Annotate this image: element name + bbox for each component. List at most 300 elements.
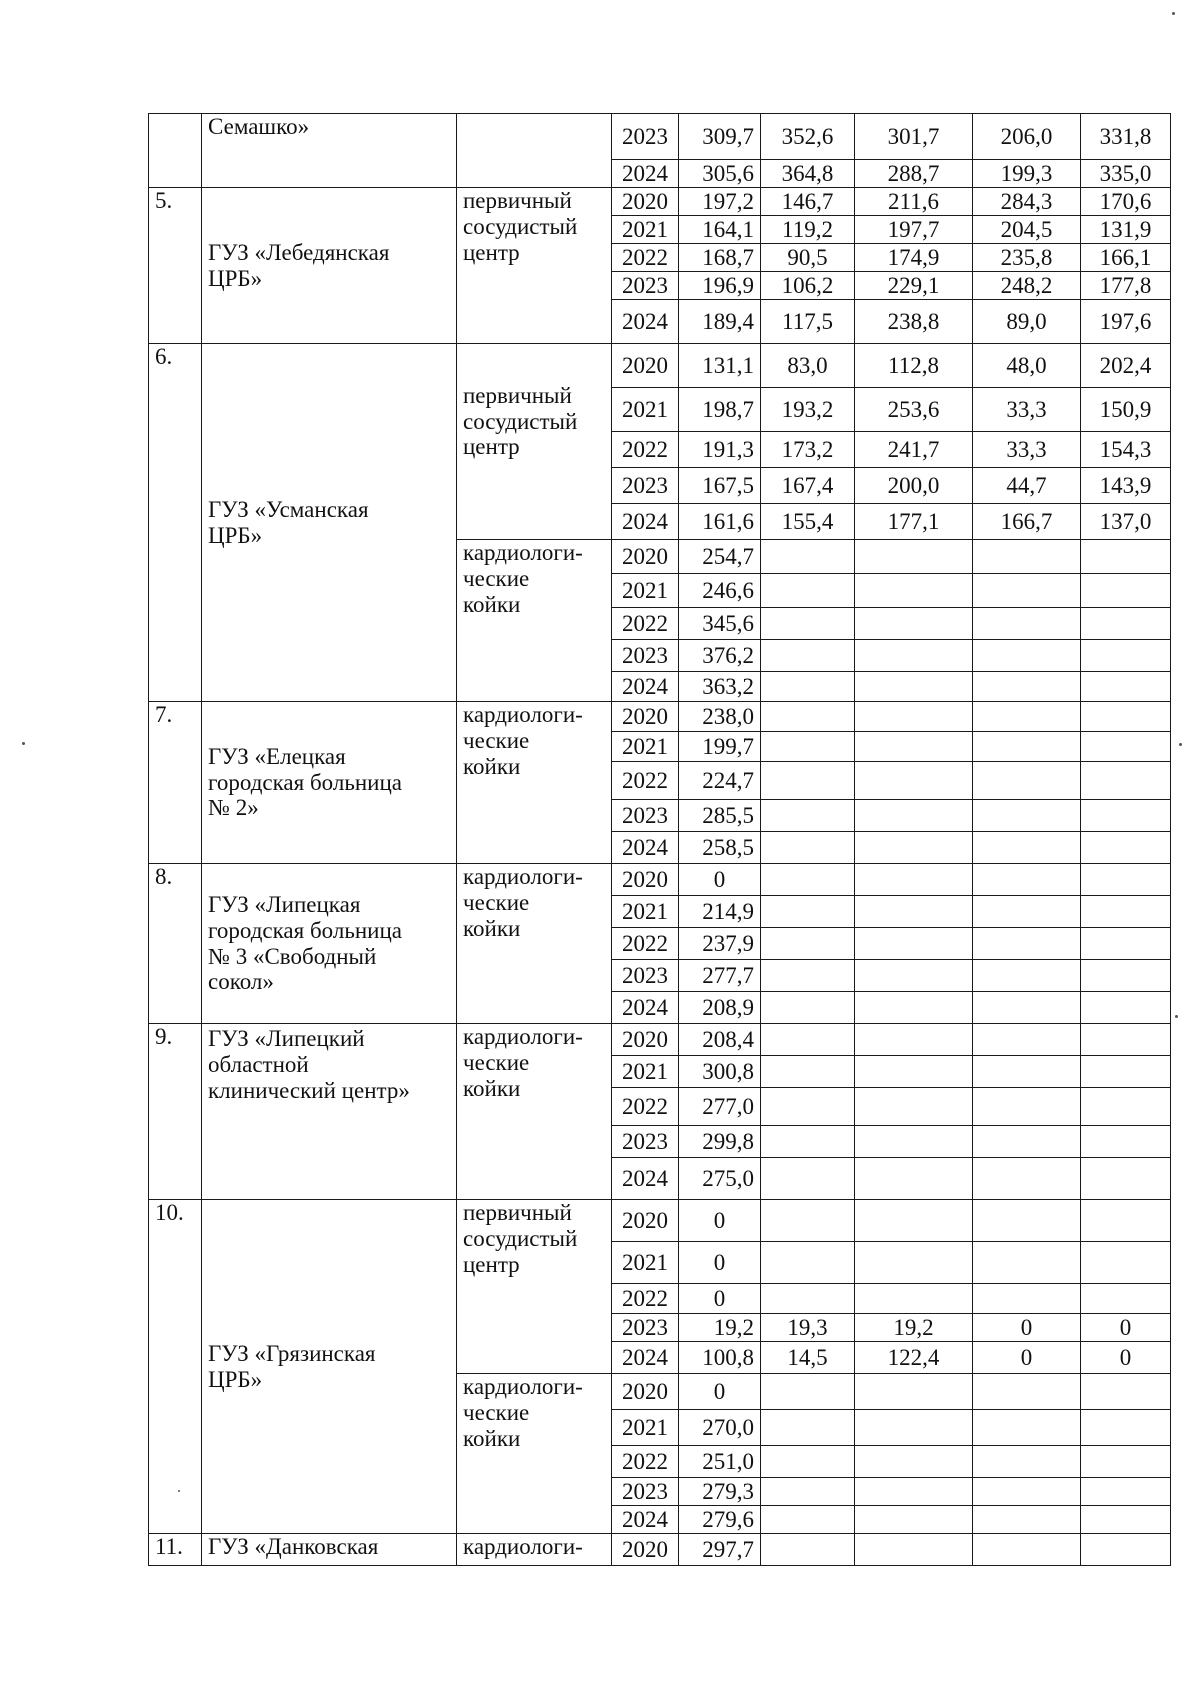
profile-line: койки (463, 915, 521, 941)
organization-line: клинический центр» (208, 1077, 410, 1103)
profile-cell (457, 188, 612, 344)
empty-cell (761, 1088, 855, 1126)
value-cell: 90,5 (761, 244, 855, 272)
empty-cell (761, 1158, 855, 1200)
year-cell: 2021 (612, 1056, 679, 1088)
empty-cell (761, 732, 855, 762)
value-cell: 166,1 (1081, 244, 1171, 272)
year-cell: 2020 (612, 1024, 679, 1056)
value-cell: 167,5 (679, 468, 761, 504)
value-cell: 208,4 (679, 1024, 761, 1056)
profile-line: первичный (463, 382, 572, 408)
empty-cell (761, 1478, 855, 1506)
value-cell: 279,3 (679, 1478, 761, 1506)
year-cell: 2020 (612, 1374, 679, 1410)
empty-cell (1081, 1056, 1171, 1088)
value-cell: 301,7 (855, 114, 973, 160)
empty-cell (1081, 1158, 1171, 1200)
organization-line: ГУЗ «Усманская (208, 496, 369, 522)
value-cell: 200,0 (855, 468, 973, 504)
value-cell: 363,2 (679, 672, 761, 702)
profile-cell (457, 1534, 612, 1566)
indicators-table (148, 113, 1171, 1566)
value-cell: 300,8 (679, 1056, 761, 1088)
value-cell: 270,0 (679, 1410, 761, 1446)
value-cell: 155,4 (761, 504, 855, 540)
empty-cell (855, 1056, 973, 1088)
empty-cell (973, 672, 1081, 702)
value-cell: 214,9 (679, 896, 761, 928)
value-cell: 177,8 (1081, 272, 1171, 300)
table-row (149, 702, 1171, 732)
empty-cell (973, 1056, 1081, 1088)
value-cell: 19,2 (679, 1314, 761, 1342)
profile-cell (457, 1374, 612, 1534)
empty-cell (761, 928, 855, 960)
value-cell: 204,5 (973, 216, 1081, 244)
value-cell: 131,1 (679, 344, 761, 388)
profile-line: сосудистый (463, 1225, 578, 1251)
empty-cell (761, 800, 855, 832)
row-number: 10. (149, 1200, 202, 1534)
value-cell: 279,6 (679, 1506, 761, 1534)
empty-cell (855, 1242, 973, 1284)
empty-cell (855, 672, 973, 702)
empty-cell (761, 702, 855, 732)
organization-name (202, 1024, 457, 1200)
value-cell: 191,3 (679, 432, 761, 468)
empty-cell (855, 1478, 973, 1506)
value-cell: 166,7 (973, 504, 1081, 540)
profile-cell (457, 702, 612, 864)
table-row (149, 864, 1171, 896)
organization-line: ГУЗ «Липецкая (208, 892, 361, 917)
value-cell: 331,8 (1081, 114, 1171, 160)
year-cell: 2023 (612, 1478, 679, 1506)
value-cell: 345,6 (679, 608, 761, 640)
organization-line: ГУЗ «Елецкая (208, 743, 346, 769)
profile-line: ческие (463, 565, 530, 591)
organization-line: городская больница (208, 917, 402, 943)
empty-cell (1081, 832, 1171, 864)
profile-line: кардиологи- (463, 1374, 583, 1399)
year-cell: 2021 (612, 1410, 679, 1446)
year-cell: 2024 (612, 672, 679, 702)
year-cell: 2024 (612, 300, 679, 344)
value-cell: 299,8 (679, 1126, 761, 1158)
scan-speck (1175, 1015, 1178, 1018)
value-cell: 197,6 (1081, 300, 1171, 344)
organization-line: ЦРБ» (208, 265, 263, 291)
empty-cell (761, 540, 855, 574)
empty-cell (761, 1506, 855, 1534)
value-cell: 89,0 (973, 300, 1081, 344)
year-cell: 2022 (612, 608, 679, 640)
value-cell: 0 (973, 1314, 1081, 1342)
year-cell: 2021 (612, 896, 679, 928)
year-cell: 2022 (612, 1088, 679, 1126)
year-cell: 2023 (612, 468, 679, 504)
value-cell: 254,7 (679, 540, 761, 574)
profile-line: ческие (463, 1049, 530, 1075)
empty-cell (1081, 1374, 1171, 1410)
profile-line: первичный (463, 1200, 572, 1225)
empty-cell (1081, 1126, 1171, 1158)
year-cell: 2023 (612, 800, 679, 832)
value-cell: 100,8 (679, 1342, 761, 1374)
row-number: 7. (149, 702, 202, 864)
empty-cell (1081, 608, 1171, 640)
empty-cell (1081, 992, 1171, 1024)
value-cell: 189,4 (679, 300, 761, 344)
value-cell: 284,3 (973, 188, 1081, 216)
empty-cell (973, 574, 1081, 608)
empty-cell (761, 864, 855, 896)
empty-cell (761, 1024, 855, 1056)
organization-line: ГУЗ «Грязинская (208, 1340, 376, 1366)
year-cell: 2021 (612, 732, 679, 762)
value-cell: 112,8 (855, 344, 973, 388)
value-cell: 177,1 (855, 504, 973, 540)
value-cell: 198,7 (679, 388, 761, 432)
value-cell: 238,0 (679, 702, 761, 732)
organization-line: Семашко» (208, 114, 310, 139)
value-cell: 229,1 (855, 272, 973, 300)
year-cell: 2023 (612, 960, 679, 992)
empty-cell (973, 762, 1081, 800)
empty-cell (973, 864, 1081, 896)
value-cell: 0 (679, 1284, 761, 1314)
value-cell: 288,7 (855, 160, 973, 188)
value-cell: 211,6 (855, 188, 973, 216)
profile-line: сосудистый (463, 213, 578, 239)
scan-speck (1172, 12, 1175, 15)
row-number: 6. (149, 344, 202, 702)
value-cell: 0 (679, 864, 761, 896)
year-cell: 2023 (612, 1126, 679, 1158)
empty-cell (1081, 928, 1171, 960)
empty-cell (761, 1056, 855, 1088)
value-cell: 154,3 (1081, 432, 1171, 468)
empty-cell (1081, 800, 1171, 832)
organization-line: сокол» (208, 969, 274, 995)
profile-cell (457, 114, 612, 188)
empty-cell (973, 1126, 1081, 1158)
value-cell: 146,7 (761, 188, 855, 216)
value-cell: 19,2 (855, 1314, 973, 1342)
year-cell: 2020 (612, 540, 679, 574)
empty-cell (855, 1410, 973, 1446)
year-cell: 2022 (612, 762, 679, 800)
value-cell: 170,6 (1081, 188, 1171, 216)
empty-cell (973, 1534, 1081, 1566)
value-cell: 248,2 (973, 272, 1081, 300)
profile-cell (457, 1024, 612, 1200)
value-cell: 224,7 (679, 762, 761, 800)
value-cell: 199,7 (679, 732, 761, 762)
table-row (149, 1200, 1171, 1242)
empty-cell (855, 1446, 973, 1478)
year-cell: 2021 (612, 388, 679, 432)
value-cell: 106,2 (761, 272, 855, 300)
empty-cell (1081, 960, 1171, 992)
empty-cell (855, 1126, 973, 1158)
empty-cell (855, 1284, 973, 1314)
empty-cell (855, 1506, 973, 1534)
value-cell: 238,8 (855, 300, 973, 344)
empty-cell (1081, 702, 1171, 732)
value-cell: 117,5 (761, 300, 855, 344)
empty-cell (855, 1024, 973, 1056)
empty-cell (973, 928, 1081, 960)
profile-cell (457, 540, 612, 702)
value-cell: 174,9 (855, 244, 973, 272)
year-cell: 2023 (612, 272, 679, 300)
empty-cell (973, 1446, 1081, 1478)
year-cell: 2020 (612, 1200, 679, 1242)
value-cell: 164,1 (679, 216, 761, 244)
value-cell: 150,9 (1081, 388, 1171, 432)
year-cell: 2024 (612, 1506, 679, 1534)
year-cell: 2020 (612, 864, 679, 896)
empty-cell (761, 1446, 855, 1478)
value-cell: 335,0 (1081, 160, 1171, 188)
organization-name (202, 864, 457, 1024)
empty-cell (761, 672, 855, 702)
organization-line: № 3 «Свободный (208, 943, 377, 969)
value-cell: 235,8 (973, 244, 1081, 272)
year-cell: 2020 (612, 1534, 679, 1566)
empty-cell (973, 1478, 1081, 1506)
empty-cell (761, 1374, 855, 1410)
value-cell: 309,7 (679, 114, 761, 160)
empty-cell (855, 832, 973, 864)
year-cell: 2023 (612, 1314, 679, 1342)
value-cell: 199,3 (973, 160, 1081, 188)
table-row (149, 114, 1171, 160)
value-cell: 251,0 (679, 1446, 761, 1478)
year-cell: 2022 (612, 244, 679, 272)
year-cell: 2024 (612, 160, 679, 188)
row-number (149, 114, 202, 188)
empty-cell (855, 540, 973, 574)
year-cell: 2020 (612, 188, 679, 216)
empty-cell (761, 1126, 855, 1158)
empty-cell (973, 992, 1081, 1024)
value-cell: 0 (679, 1374, 761, 1410)
empty-cell (761, 1284, 855, 1314)
empty-cell (855, 1200, 973, 1242)
empty-cell (1081, 1478, 1171, 1506)
value-cell: 122,4 (855, 1342, 973, 1374)
empty-cell (855, 928, 973, 960)
empty-cell (1081, 1410, 1171, 1446)
value-cell: 33,3 (973, 388, 1081, 432)
year-cell: 2021 (612, 574, 679, 608)
empty-cell (973, 1284, 1081, 1314)
row-number: 8. (149, 864, 202, 1024)
value-cell: 14,5 (761, 1342, 855, 1374)
year-cell: 2022 (612, 928, 679, 960)
profile-line: центр (463, 239, 520, 265)
empty-cell (1081, 1506, 1171, 1534)
profile-line: ческие (463, 1399, 530, 1425)
organization-line: городская больница (208, 769, 402, 795)
empty-cell (761, 832, 855, 864)
value-cell: 0 (1081, 1342, 1171, 1374)
profile-cell (457, 864, 612, 1024)
empty-cell (855, 1088, 973, 1126)
value-cell: 197,7 (855, 216, 973, 244)
empty-cell (973, 1024, 1081, 1056)
empty-cell (973, 1374, 1081, 1410)
profile-line: центр (463, 434, 520, 460)
value-cell: 19,3 (761, 1314, 855, 1342)
empty-cell (1081, 1024, 1171, 1056)
year-cell: 2024 (612, 1158, 679, 1200)
table-row (149, 1024, 1171, 1056)
year-cell: 2022 (612, 432, 679, 468)
organization-name (202, 114, 457, 188)
empty-cell (1081, 1088, 1171, 1126)
year-cell: 2022 (612, 1284, 679, 1314)
empty-cell (855, 1534, 973, 1566)
empty-cell (1081, 1242, 1171, 1284)
value-cell: 305,6 (679, 160, 761, 188)
value-cell: 33,3 (973, 432, 1081, 468)
empty-cell (855, 762, 973, 800)
empty-cell (855, 608, 973, 640)
value-cell: 297,7 (679, 1534, 761, 1566)
empty-cell (761, 762, 855, 800)
empty-cell (973, 702, 1081, 732)
empty-cell (855, 1158, 973, 1200)
empty-cell (855, 702, 973, 732)
year-cell: 2023 (612, 114, 679, 160)
table-row (149, 188, 1171, 216)
empty-cell (761, 640, 855, 672)
empty-cell (973, 896, 1081, 928)
empty-cell (855, 1374, 973, 1410)
empty-cell (973, 540, 1081, 574)
table-row (149, 1534, 1171, 1566)
empty-cell (1081, 762, 1171, 800)
year-cell: 2024 (612, 504, 679, 540)
organization-name (202, 188, 457, 344)
empty-cell (855, 640, 973, 672)
empty-cell (761, 608, 855, 640)
empty-cell (761, 896, 855, 928)
empty-cell (1081, 672, 1171, 702)
empty-cell (973, 1200, 1081, 1242)
value-cell: 161,6 (679, 504, 761, 540)
value-cell: 83,0 (761, 344, 855, 388)
value-cell: 277,7 (679, 960, 761, 992)
organization-name (202, 1200, 457, 1534)
year-cell: 2023 (612, 640, 679, 672)
profile-line: сосудистый (463, 408, 578, 434)
empty-cell (973, 1158, 1081, 1200)
profile-line: койки (463, 1425, 521, 1451)
organization-line: ГУЗ «Данковская (208, 1534, 379, 1559)
value-cell: 206,0 (973, 114, 1081, 160)
year-cell: 2022 (612, 1446, 679, 1478)
profile-cell (457, 1200, 612, 1374)
row-number: 9. (149, 1024, 202, 1200)
empty-cell (973, 1506, 1081, 1534)
year-cell: 2021 (612, 216, 679, 244)
profile-line: койки (463, 1075, 521, 1101)
empty-cell (1081, 1284, 1171, 1314)
value-cell: 196,9 (679, 272, 761, 300)
organization-line: ГУЗ «Липецкий (208, 1026, 365, 1051)
value-cell: 168,7 (679, 244, 761, 272)
empty-cell (1081, 574, 1171, 608)
empty-cell (1081, 896, 1171, 928)
empty-cell (1081, 1446, 1171, 1478)
value-cell: 352,6 (761, 114, 855, 160)
empty-cell (1081, 540, 1171, 574)
empty-cell (973, 732, 1081, 762)
value-cell: 277,0 (679, 1088, 761, 1126)
value-cell: 193,2 (761, 388, 855, 432)
value-cell: 119,2 (761, 216, 855, 244)
profile-line: койки (463, 591, 521, 617)
value-cell: 202,4 (1081, 344, 1171, 388)
empty-cell (1081, 1534, 1171, 1566)
profile-line: кардиологи- (463, 1534, 583, 1559)
profile-line: первичный (463, 188, 572, 213)
value-cell: 48,0 (973, 344, 1081, 388)
row-number: 11. (149, 1534, 202, 1566)
value-cell: 137,0 (1081, 504, 1171, 540)
empty-cell (761, 1200, 855, 1242)
empty-cell (855, 574, 973, 608)
organization-name (202, 344, 457, 702)
year-cell: 2021 (612, 1242, 679, 1284)
profile-line: кардиологи- (463, 864, 583, 889)
value-cell: 253,6 (855, 388, 973, 432)
value-cell: 173,2 (761, 432, 855, 468)
year-cell: 2020 (612, 702, 679, 732)
organization-line: ЦРБ» (208, 1366, 263, 1392)
value-cell: 44,7 (973, 468, 1081, 504)
profile-line: койки (463, 753, 521, 779)
empty-cell (761, 992, 855, 1024)
empty-cell (855, 896, 973, 928)
empty-cell (973, 960, 1081, 992)
empty-cell (1081, 1200, 1171, 1242)
value-cell: 0 (679, 1200, 761, 1242)
value-cell: 0 (973, 1342, 1081, 1374)
empty-cell (855, 800, 973, 832)
value-cell: 197,2 (679, 188, 761, 216)
empty-cell (1081, 732, 1171, 762)
empty-cell (973, 832, 1081, 864)
value-cell: 0 (1081, 1314, 1171, 1342)
year-cell: 2024 (612, 992, 679, 1024)
empty-cell (855, 864, 973, 896)
profile-line: кардиологи- (463, 540, 583, 565)
empty-cell (855, 992, 973, 1024)
empty-cell (761, 574, 855, 608)
organization-name (202, 1534, 457, 1566)
row-number: 5. (149, 188, 202, 344)
value-cell: 131,9 (1081, 216, 1171, 244)
value-cell: 258,5 (679, 832, 761, 864)
profile-line: центр (463, 1251, 520, 1277)
value-cell: 364,8 (761, 160, 855, 188)
